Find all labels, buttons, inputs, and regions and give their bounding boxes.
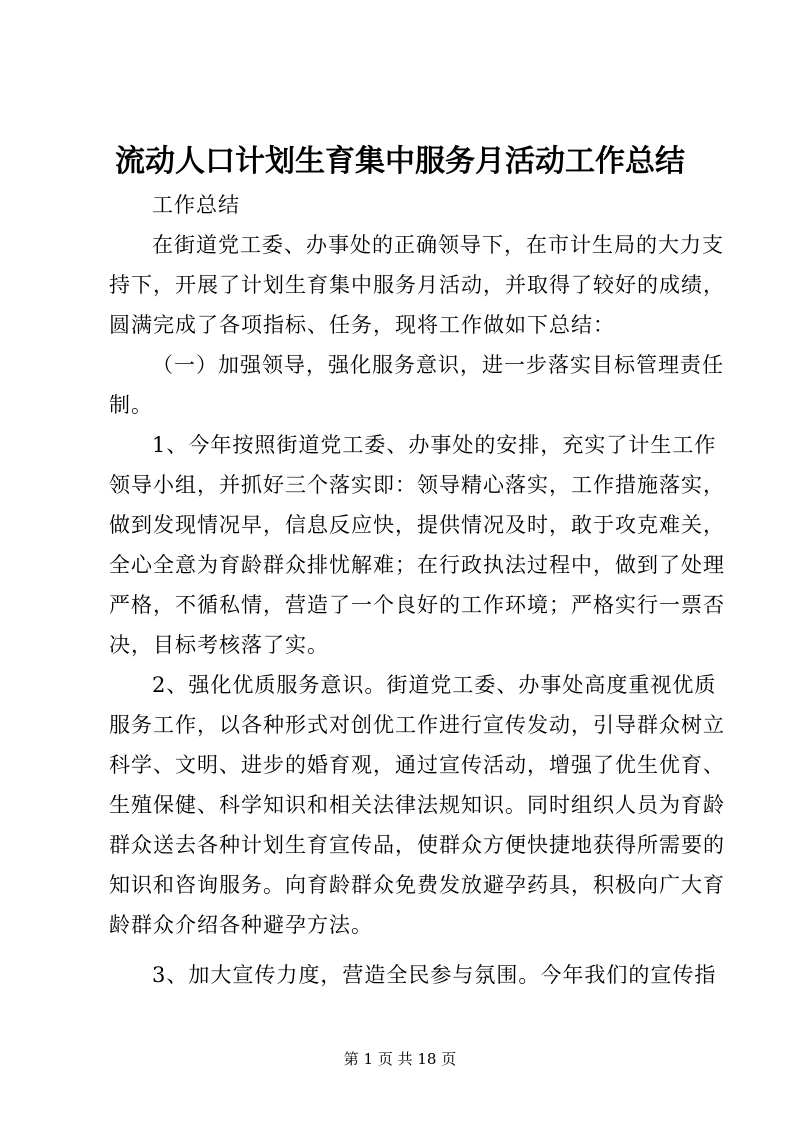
text-line-13: 2、强化优质服务意识。街道党工委、办事处高度重视优质 <box>152 673 717 697</box>
text-line-11: 严格，不循私情，营造了一个良好的工作环境；严格实行一票否 <box>109 593 725 617</box>
text-line-20: 3、加大宣传力度，营造全民参与氛围。今年我们的宣传指 <box>152 963 717 987</box>
text-line-9: 做到发现情况早，信息反应快，提供情况及时，敢于攻克难关， <box>109 513 725 537</box>
text-line-17: 群众送去各种计划生育宣传品，使群众方便快捷地获得所需要的 <box>109 833 725 857</box>
text-line-19: 龄群众介绍各种避孕方法。 <box>109 913 373 937</box>
text-line-14: 服务工作，以各种形式对创优工作进行宣传发动，引导群众树立 <box>109 713 725 737</box>
text-line-8: 领导小组，并抓好三个落实即：领导精心落实，工作措施落实， <box>109 473 725 497</box>
text-line-5: （一）加强领导，强化服务意识，进一步落实目标管理责任 <box>152 353 724 377</box>
text-line-15: 科学、文明、进步的婚育观，通过宣传活动，增强了优生优育、 <box>109 753 725 777</box>
text-line-7: 1、今年按照街道党工委、办事处的安排，充实了计生工作 <box>152 433 717 457</box>
page-footer: 第 1 页 共 18 页 <box>343 1050 457 1068</box>
text-line-10: 全心全意为育龄群众排忧解难；在行政执法过程中，做到了处理 <box>109 553 725 577</box>
text-line-18: 知识和咨询服务。向育龄群众免费发放避孕药具，积极向广大育 <box>109 873 725 897</box>
text-line-1: 工作总结 <box>152 193 240 217</box>
text-line-6: 制。 <box>109 393 153 417</box>
text-line-4: 圆满完成了各项指标、任务，现将工作做如下总结： <box>109 313 615 337</box>
page-title: 流动人口计划生育集中服务月活动工作总结 <box>115 144 685 179</box>
text-line-12: 决，目标考核落了实。 <box>109 633 329 657</box>
text-line-16: 生殖保健、科学知识和相关法律法规知识。同时组织人员为育龄 <box>109 793 725 817</box>
text-line-3: 持下，开展了计划生育集中服务月活动，并取得了较好的成绩， <box>109 273 725 297</box>
text-line-2: 在街道党工委、办事处的正确领导下，在市计生局的大力支 <box>152 233 724 257</box>
